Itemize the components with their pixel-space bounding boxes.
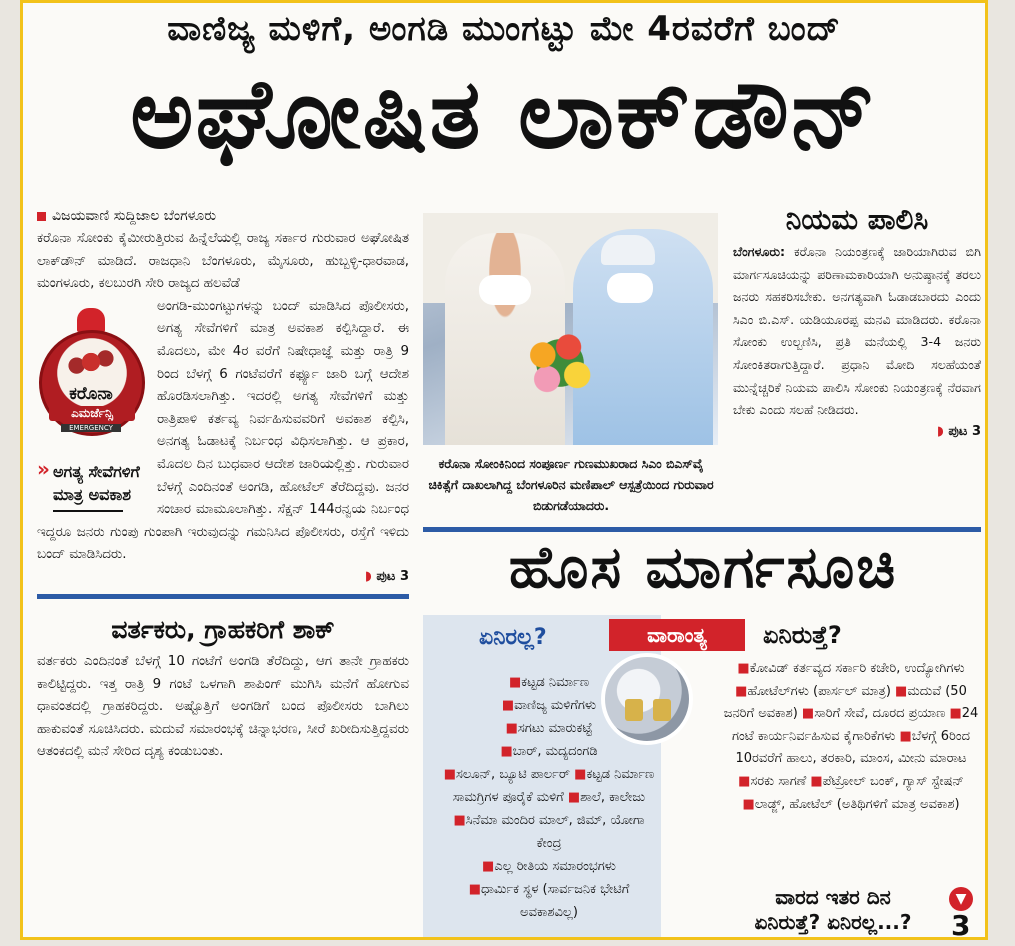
list-item: ಬೆಳಗ್ಗೆ 6ರಿಂದ 10ರವರೆಗೆ ಹಾಲು, ತರಕಾರಿ, ಮಾಂಸ, ಮೀನು ಮಾರಾಟ xyxy=(735,728,971,767)
rules-text: ಕರೊನಾ ನಿಯಂತ್ರಣಕ್ಕೆ ಜಾರಿಯಾಗಿರುವ ಬಿಗಿ ಮಾರ್ಗಸೂಚಿಯನ್ನು ಪರಿಣಾಮಕಾರಿಯಾಗಿ ಅನುಷ್ಠಾನಕ್ಕೆ ತರಲು ಜನರು ಸಹಕರಿಸಬೇಕು. ಅನಗತ್ಯವಾಗಿ ಓಡಾಡಬಾರದು ಎಂದು ಸಿಎಂ ಬಿ.ಎಸ್. ಯಡಿಯೂರಪ್ಪ ಮನವಿ ಮಾಡಿದರು. ಕರೊನಾ ಸೋಂಕು ಉಲ್ಬಣಿಸಿ, ಪ್ರತಿ ಮನೆಯಲ್ಲಿ 3-4 ಜನರು ಸೋಂಕಿತರಾಗುತ್ತಿದ್ದಾರೆ. ಪ್ರಧಾನಿ ಮೋದಿ ಸಲಹೆಯಂತೆ ಮುನ್ನೆಚ್ಚರಿಕೆ ನಿಯಮ ಪಾಲಿಸಿ ಸೋಂಕು ನಿಯಂತ್ರಣಕ್ಕೆ ನೆರವಾಗ ಬೇಕು ಎಂದು ಸಲಹೆ ನೀಡಿದರು. xyxy=(733,244,981,418)
closed-list xyxy=(439,671,659,924)
list-item: ಹೋಟೆಲ್‌ಗಳು (ಪಾರ್ಸಲ್ ಮಾತ್ರ) xyxy=(747,683,891,699)
virus-icon xyxy=(67,344,115,380)
closed-list-box xyxy=(423,615,661,940)
weekday-line-1: ವಾರದ ಇತರ ದಿನ xyxy=(775,885,891,909)
weekend-tag: ವಾರಾಂತ್ಯ xyxy=(609,619,745,651)
face-mask-icon xyxy=(607,273,653,303)
corona-emergency-logo xyxy=(37,300,149,450)
pullquote-rule xyxy=(53,510,123,512)
byline-marker-icon xyxy=(37,212,46,221)
list-item: ಸಾರಿಗೆ ಸೇವೆ, ದೂರದ ಪ್ರಯಾಣ xyxy=(814,706,946,722)
list-item: ■ಬಾರ್, ಮದ್ಯದಂಗಡಿ xyxy=(500,744,598,759)
second-story-title: ವರ್ತಕರು, ಗ್ರಾಹಕರಿಗೆ ಶಾಕ್ xyxy=(111,614,335,644)
main-headline: ಅಘೋಷಿತ ಲಾಕ್‌ಡೌನ್ xyxy=(130,58,878,170)
byline xyxy=(37,208,409,224)
cm-discharge-photo xyxy=(423,213,718,445)
siren-icon xyxy=(77,308,105,332)
list-item: ■ಸಗಟು ಮಾರುಕಟ್ಟೆ xyxy=(505,721,593,736)
open-list: ■ಕೋವಿಡ್ ಕರ್ತವ್ಯದ ಸರ್ಕಾರಿ ಕಚೇರಿ, ಉದ್ಯೋಗಿಗಳು ■ಹೋಟೆಲ್‌ಗಳು (ಪಾರ್ಸಲ್ ಮಾತ್ರ) ■ಮದುವೆ (50 ಜನರಿಗೆ ಅವಕಾಶ) ■ಸಾರಿಗೆ ಸೇವೆ, ದೂರದ ಪ್ರಯಾಣ ■24 ಗಂಟೆ ಕಾರ್ಯನಿರ್ವಹಿಸುವ ಕೈಗಾರಿಕೆಗಳು ■ಬೆಳಗ್ಗೆ 6ರಿಂದ 10ರವರೆಗೆ ಹಾಲು, ತರಕಾರಿ, ಮಾಂಸ, ಮೀನು ಮಾರಾಟ ■ಸರಕು ಸಾಗಣೆ ■ಪೆಟ್ರೋಲ್ ಬಂಕ್, ಗ್ಯಾಸ್ ಸ್ಟೇಷನ್ ■ಲಾಡ್ಜ್, ಹೋಟೆಲ್ (ಅತಿಥಿಗಳಿಗೆ ಮಾತ್ರ ಅವಕಾಶ) xyxy=(723,661,979,812)
open-heading: ಏನಿರುತ್ತೆ? xyxy=(763,621,842,649)
list-item: ■ಎಲ್ಲ ರೀತಿಯ ಸಮಾರಂಭಗಳು xyxy=(482,859,616,874)
weekday-line-2: ಏನಿರುತ್ತೆ? ಏನಿರಲ್ಲ...? xyxy=(754,910,912,934)
second-story-body: ವರ್ತಕರು ಎಂದಿನಂತೆ ಬೆಳಗ್ಗೆ 10 ಗಂಟೆಗೆ ಅಂಗಡಿ ತೆರೆದಿದ್ದು, ಆಗ ತಾನೇ ಗ್ರಾಹಕರು ಕಾಲಿಟ್ಟಿದ್ದರು. ಇತ್ತ ರಾತ್ರಿ 9 ಗಂಟೆ ಒಳಗಾಗಿ ಶಾಪಿಂಗ್ ಮುಗಿಸಿ ಮನೆಗೆ ಹೋಗುವ ಧಾವಂತದಲ್ಲಿ ಗ್ರಾಹಕರಿದ್ದರು. ಅಷ್ಟೊತ್ತಿಗೆ ಅಂಗಡಿಗೆ ಬಂದ ಪೊಲೀಸರು ಬಾಗಿಲು ಹಾಕುವಂತೆ ಸೂಚಿಸಿದರು. ಮದುವೆ ಸಮಾರಂಭಕ್ಕೆ ಚಿನ್ನಾಭರಣ, ಸೀರೆ ಖರೀದಿಸುತ್ತಿದ್ದವರು ಆತಂಕದಲ್ಲಿ ಮನೆ ಸೇರಿದ ದೃಶ್ಯ ಕಂಡುಬಂತು. xyxy=(37,653,409,760)
kicker-headline: ವಾಣಿಜ್ಯ ಮಳಿಗೆ, ಅಂಗಡಿ ಮುಂಗಟ್ಟು ಮೇ 4ರವರೆಗೆ ಬಂದ್ xyxy=(167,9,841,49)
list-item: ■ಧಾರ್ಮಿಕ ಸ್ಥಳ (ಸಾರ್ವಜನಿಕ ಭೇಟಿಗೆ ಅವಕಾಶವಿಲ್ಲ) xyxy=(468,882,630,920)
logo-word: ಕರೊನಾ xyxy=(69,383,113,404)
quote-mark-icon: » xyxy=(37,456,50,481)
lead-story xyxy=(37,208,409,764)
list-item: ಕೋವಿಡ್ ಕರ್ತವ್ಯದ ಸರ್ಕಾರಿ ಕಚೇರಿ, ಉದ್ಯೋಗಿಗಳು xyxy=(749,661,965,676)
list-item: ■ವಾಣಿಜ್ಯ ಮಳಿಗೆಗಳು xyxy=(501,698,597,713)
photo-caption: ಕರೊನಾ ಸೋಂಕಿನಿಂದ ಸಂಪೂರ್ಣ ಗುಣಮುಖರಾದ ಸಿಎಂ ಬಿಎಸ್‌ವೈ ಚಿಕಿತ್ಸೆಗೆ ದಾಖಲಾಗಿದ್ದ ಬೆಂಗಳೂರಿನ ಮಣಿಪಾಲ್ ಆಸ್ಪತ್ರೆಯಿಂದ ಗುರುವಾರ ಬಿಡುಗಡೆಯಾದರು. xyxy=(428,456,714,513)
list-item: ■ಸಲೂನ್, ಬ್ಯೂಟಿ ಪಾರ್ಲರ್ ■ಕಟ್ಟಡ ನಿರ್ಮಾಣ ಸಾಮಗ್ರಿಗಳ ಪೂರೈಕೆ ಮಳಿಗೆ ■ಶಾಲೆ, ಕಾಲೇಜು ■ಸಿನೆಮಾ ಮಂದಿರ ಮಾಲ್, ಜಿಮ್, ಯೋಗಾ ಕೇಂದ್ರ xyxy=(443,767,655,851)
pullquote-text: ಅಗತ್ಯ ಸೇವೆಗಳಿಗೆ ಮಾತ್ರ ಅವಕಾಶ xyxy=(53,461,140,504)
surgical-cap-icon xyxy=(601,235,655,265)
list-item: ಪೆಟ್ರೋಲ್ ಬಂಕ್, ಗ್ಯಾಸ್ ಸ್ಟೇಷನ್ xyxy=(822,773,964,789)
logo-tag: EMERGENCY xyxy=(61,424,121,432)
guidelines-title: ಹೊಸ ಮಾರ್ಗಸೂಚಿ xyxy=(508,533,898,601)
list-item: ■ಕಟ್ಟಡ ನಿರ್ಮಾಣ xyxy=(508,675,590,690)
weekday-teaser[interactable] xyxy=(723,885,943,935)
bouquet-icon xyxy=(517,323,603,403)
list-item: ಲಾಡ್ಜ್, ಹೋಟೆಲ್ (ಅತಿಥಿಗಳಿಗೆ ಮಾತ್ರ ಅವಕಾಶ) xyxy=(754,796,960,812)
guidelines-divider xyxy=(423,527,981,532)
list-item: ಸರಕು ಸಾಗಣೆ xyxy=(750,773,807,789)
closed-heading: ಏನಿರಲ್ಲ? xyxy=(479,625,547,650)
lead-wrap-area xyxy=(37,296,409,567)
continued-link[interactable] xyxy=(37,569,409,584)
rules-continued-link[interactable] xyxy=(733,424,981,439)
continue-arrow-icon: ◗ xyxy=(364,568,372,584)
list-item: ಮದುವೆ (50 ಜನರಿಗೆ ಅವಕಾಶ) xyxy=(723,683,967,722)
continue-arrow-icon: ◗ xyxy=(936,423,944,439)
face-mask-icon xyxy=(479,275,531,305)
lead-paragraph-1: ಕರೊನಾ ಸೋಂಕು ಕೈಮೀರುತ್ತಿರುವ ಹಿನ್ನೆಲೆಯಲ್ಲಿ ರಾಜ್ಯ ಸರ್ಕಾರ ಗುರುವಾರ ಅಘೋಷಿತ ಲಾಕ್‌ಡೌನ್ ಮಾಡಿದೆ. ರಾಜಧಾನಿ ಬೆಂಗಳೂರು, ಮೈಸೂರು, ಹುಬ್ಬಳ್ಳಿ-ಧಾರವಾಡ, ಮಂಗಳೂರು, ಕಲಬುರಗಿ ಸೇರಿ ರಾಜ್ಯದ ಹಲವೆಡೆ xyxy=(37,231,409,292)
continued-text: ಪುಟ 3 xyxy=(948,423,981,439)
logo-sub: ಎಮರ್ಜೆನ್ಸಿ xyxy=(49,406,135,421)
lead-paragraph-2: ಅಂಗಡಿ-ಮುಂಗಟ್ಟುಗಳನ್ನು ಬಂದ್ ಮಾಡಿಸಿದ ಪೊಲೀಸರು, ಅಗತ್ಯ ಸೇವೆಗಳಿಗೆ ಮಾತ್ರ ಅವಕಾಶ ಕಲ್ಪಿಸಿದ್ದಾರೆ. ಈ ಮೊದಲು, ಮೇ 4ರ ವರೆಗೆ ನಿಷೇಧಾಜ್ಞೆ ಮತ್ತು ರಾತ್ರಿ 9 ರಿಂದ ಬೆಳಗ್ಗೆ 6 ಗಂಟೆವರೆಗೆ ಕರ್ಫ್ಯೂ ಜಾರಿ ಬಗ್ಗೆ ಆದೇಶ ಹೊರಡಿಸಲಾಗಿತ್ತು. ಇದರಲ್ಲಿ ಅಗತ್ಯ ಸೇವೆಗಳಿಗೆ ಮತ್ತು ರಾತ್ರಿಪಾಳಿ ಕರ್ತವ್ಯ ನಿರ್ವಹಿಸುವವರಿಗೆ ಅವಕಾಶ ಕಲ್ಪಿಸಿ, ಅನಗತ್ಯ ಓಡಾಟಕ್ಕೆ ನಿರ್ಬಂಧ ವಿಧಿಸಲಾಗಿತ್ತು. ಆ ಪ್ರಕಾರ, ಮೊದಲ ದಿನ ಬುಧವಾರ ಆದೇಶ ಜಾರಿಯಲ್ಲಿತ್ತು. ಗುರುವಾರ ಬೆಳಗ್ಗೆ ಎಂದಿನಂತೆ ಅಂಗಡಿ, ಹೋಟೆಲ್ ತೆರೆದಿದ್ದವು. ಜನರ ಸಂಚಾರ ಮಾಮೂಲಾಗಿತ್ತು. ಸೆಕ್ಷನ್ 144ರನ್ವಯ ನಿರ್ಬಂಧ ಇದ್ದರೂ ಜನರು ಗುಂಪು ಗುಂಪಾಗಿ ಇರುವುದನ್ನು ಗಮನಿಸಿದ ಪೊಲೀಸರು, ರಸ್ತೆಗೆ ಇಳಿದು ಬಂದ್ ಮಾಡಿಸಿದರು. xyxy=(37,298,409,563)
pullquote xyxy=(37,456,149,512)
list-item: 24 ಗಂಟೆ ಕಾರ್ಯನಿರ್ವಹಿಸುವ ಕೈಗಾರಿಕೆಗಳು xyxy=(731,706,979,744)
rules-dateline: ಬೆಂಗಳೂರು: xyxy=(733,244,786,259)
chevron-down-icon: ▼ xyxy=(949,887,973,911)
rules-body xyxy=(733,241,981,422)
section-divider xyxy=(37,594,409,599)
rules-story xyxy=(733,203,981,439)
newspaper-page xyxy=(20,0,988,940)
page-reference: 3 xyxy=(951,909,971,940)
rules-title: ನಿಯಮ ಪಾಲಿಸಿ xyxy=(785,203,929,236)
continued-text: ಪುಟ 3 xyxy=(376,568,409,584)
byline-text: ವಿಜಯವಾಣಿ ಸುದ್ದಿಜಾಲ ಬೆಂಗಳೂರು xyxy=(52,208,217,224)
